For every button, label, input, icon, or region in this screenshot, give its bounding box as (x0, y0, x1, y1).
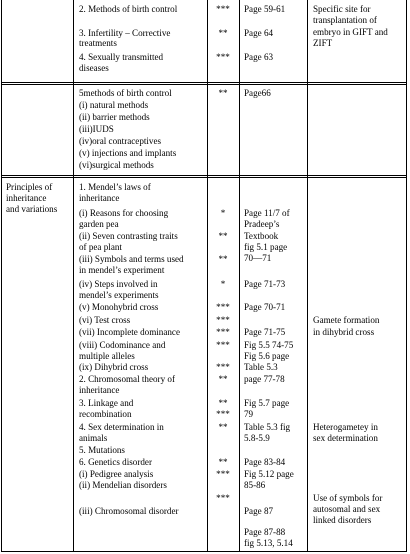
item-symbols: (iii) Symbols and terms used (79, 254, 184, 264)
remark-symbols: Use of symbols for (313, 493, 383, 503)
stars-rating: ** (218, 28, 228, 38)
item-mutations: 5. Mutations (79, 445, 125, 455)
table-border-bottom (1, 551, 407, 552)
list-item: (vi)surgical methods (79, 160, 154, 170)
remark-transplantation-line3: embryo in GIFT and (313, 27, 388, 37)
page-reference: Page66 (244, 88, 271, 98)
page-reference: Table 5.3 fig (244, 422, 291, 432)
item-genetics-disorder: 6. Genetics disorder (79, 457, 152, 467)
stars-rating: *** (216, 409, 230, 419)
page-reference: 79 (244, 409, 254, 419)
page-reference: Textbook (244, 231, 279, 241)
item-infertility-line2: treatments (79, 38, 117, 48)
page-reference: Fig 5.5 74-75 (244, 340, 294, 350)
item-sex-determination: 4. Sex determination in (79, 422, 164, 432)
stars-rating: ** (218, 422, 228, 432)
remark-heterogametey: Heterogametey in (313, 422, 378, 432)
row-divider-2b (1, 177, 407, 178)
remark-symbols-line3: linked disorders (313, 515, 372, 525)
page-reference: Page 70-71 (244, 302, 286, 312)
stars-rating: *** (216, 493, 230, 503)
stars-rating: *** (216, 4, 230, 14)
stars-rating: *** (216, 340, 230, 350)
page-reference: Fig 5.12 page (244, 469, 294, 479)
page-reference: Page 87 (244, 506, 274, 516)
stars-rating: * (220, 279, 226, 289)
page-reference: fig 5.13, 5.14 (244, 538, 293, 548)
page-reference: 70—71 (244, 253, 272, 263)
item-pedigree: (i) Pedigree analysis (79, 469, 154, 479)
remark-heterogametey-line2: sex determination (313, 433, 378, 443)
stars-rating: *** (216, 469, 230, 479)
page-reference: Page 83-84 (244, 457, 286, 467)
item-mendelian-disorders: (ii) Mendelian disorders (79, 480, 167, 490)
page-reference: 5.8-5.9 (244, 433, 270, 443)
page-reference: Fig 5.7 page (244, 398, 290, 408)
item-reasons-line2: garden pea (79, 219, 119, 229)
remark-transplantation-line2: transplantation of (313, 15, 377, 25)
item-linkage: 3. Linkage and (79, 398, 134, 408)
page-reference: Page 71-75 (244, 327, 286, 337)
item-codominance: (viii) Codominance and (79, 340, 166, 350)
stars-rating: ** (218, 254, 228, 264)
list-item: (i) natural methods (79, 100, 149, 110)
remark-transplantation-line4: ZIFT (313, 38, 333, 48)
item-monohybrid: (v) Monohybrid cross (79, 302, 159, 312)
row-divider-1b (1, 84, 407, 85)
list-item: (iii)IUDS (79, 124, 114, 134)
page-reference: Page 64 (244, 28, 274, 38)
topic-label: inheritance (6, 193, 47, 203)
page-reference: Fig 5.6 page (244, 351, 290, 361)
item-infertility: 3. Infertility – Corrective (79, 28, 171, 38)
item-birth-control-methods: 2. Methods of birth control (79, 4, 178, 14)
remark-transplantation: Specific site for (313, 4, 371, 14)
item-chromosomal-theory: 2. Chromosomal theory of (79, 374, 175, 384)
topic-label: Principles of (6, 182, 53, 192)
remark-symbols-line2: autosomal and sex (313, 504, 381, 514)
stars-rating: *** (216, 302, 230, 312)
page-reference: fig 5.1 page (244, 242, 288, 252)
stars-rating: ** (218, 374, 228, 384)
item-sex-determination-line2: animals (79, 433, 108, 443)
list-item: (ii) barrier methods (79, 112, 150, 122)
item-mendel-laws: 1. Mendel’s laws of (79, 182, 151, 192)
item-chromosomal-disorder: (iii) Chromosomal disorder (79, 506, 179, 516)
page-reference: Page 11/7 of (244, 208, 290, 218)
remark-gamete-formation-line2: in dihybrid cross (313, 327, 375, 337)
stars-rating: ** (218, 457, 228, 467)
page-reference: Page 71-73 (244, 279, 286, 289)
row-divider-1 (1, 82, 407, 83)
stars-rating: *** (216, 52, 230, 62)
stars-rating: *** (216, 327, 230, 337)
item-codominance-line2: multiple alleles (79, 351, 135, 361)
item-mendel-laws-line2: inheritance (79, 193, 120, 203)
page-reference: Pradeep’s (244, 219, 280, 229)
stars-rating: *** (216, 315, 230, 325)
stars-rating: ** (218, 88, 228, 98)
item-steps: (iv) Steps involved in (79, 279, 158, 289)
row-divider-2 (1, 175, 407, 176)
page-reference: Page 87-88 (244, 527, 286, 537)
remark-gamete-formation: Gamete formation (313, 315, 380, 325)
item-dihybrid: (ix) Dihybrid cross (79, 362, 149, 372)
page-reference: 85-86 (244, 480, 266, 490)
item-chromosomal-theory-line2: inheritance (79, 385, 120, 395)
list-item: (iv)oral contraceptives (79, 136, 162, 146)
stars-rating: ** (218, 231, 228, 241)
item-linkage-line2: recombination (79, 409, 132, 419)
item-five-methods: 5methods of birth control (79, 88, 172, 98)
item-symbols-line2: in mendel’s experiment (79, 265, 165, 275)
item-std-line2: diseases (79, 63, 109, 73)
stars-rating: ** (218, 398, 228, 408)
stars-rating: *** (216, 362, 230, 372)
item-incomplete-dominance: (vii) Incomplete dominance (79, 327, 181, 337)
list-item: (v) injections and implants (79, 148, 177, 158)
item-std: 4. Sexually transmitted (79, 52, 164, 62)
page-reference: Page 63 (244, 52, 274, 62)
item-reasons: (i) Reasons for choosing (79, 208, 169, 218)
stars-rating: * (220, 208, 226, 218)
page-reference: page 77-78 (244, 374, 285, 384)
page-reference: Page 59-61 (244, 4, 286, 14)
item-seven-traits-line2: of pea plant (79, 242, 122, 252)
item-steps-line2: mendel’s experiments (79, 290, 159, 300)
topic-label: and variations (6, 204, 58, 214)
item-test-cross: (vi) Test cross (79, 315, 131, 325)
item-seven-traits: (ii) Seven contrasting traits (79, 231, 178, 241)
page-reference: Table 5.3 (244, 362, 278, 372)
